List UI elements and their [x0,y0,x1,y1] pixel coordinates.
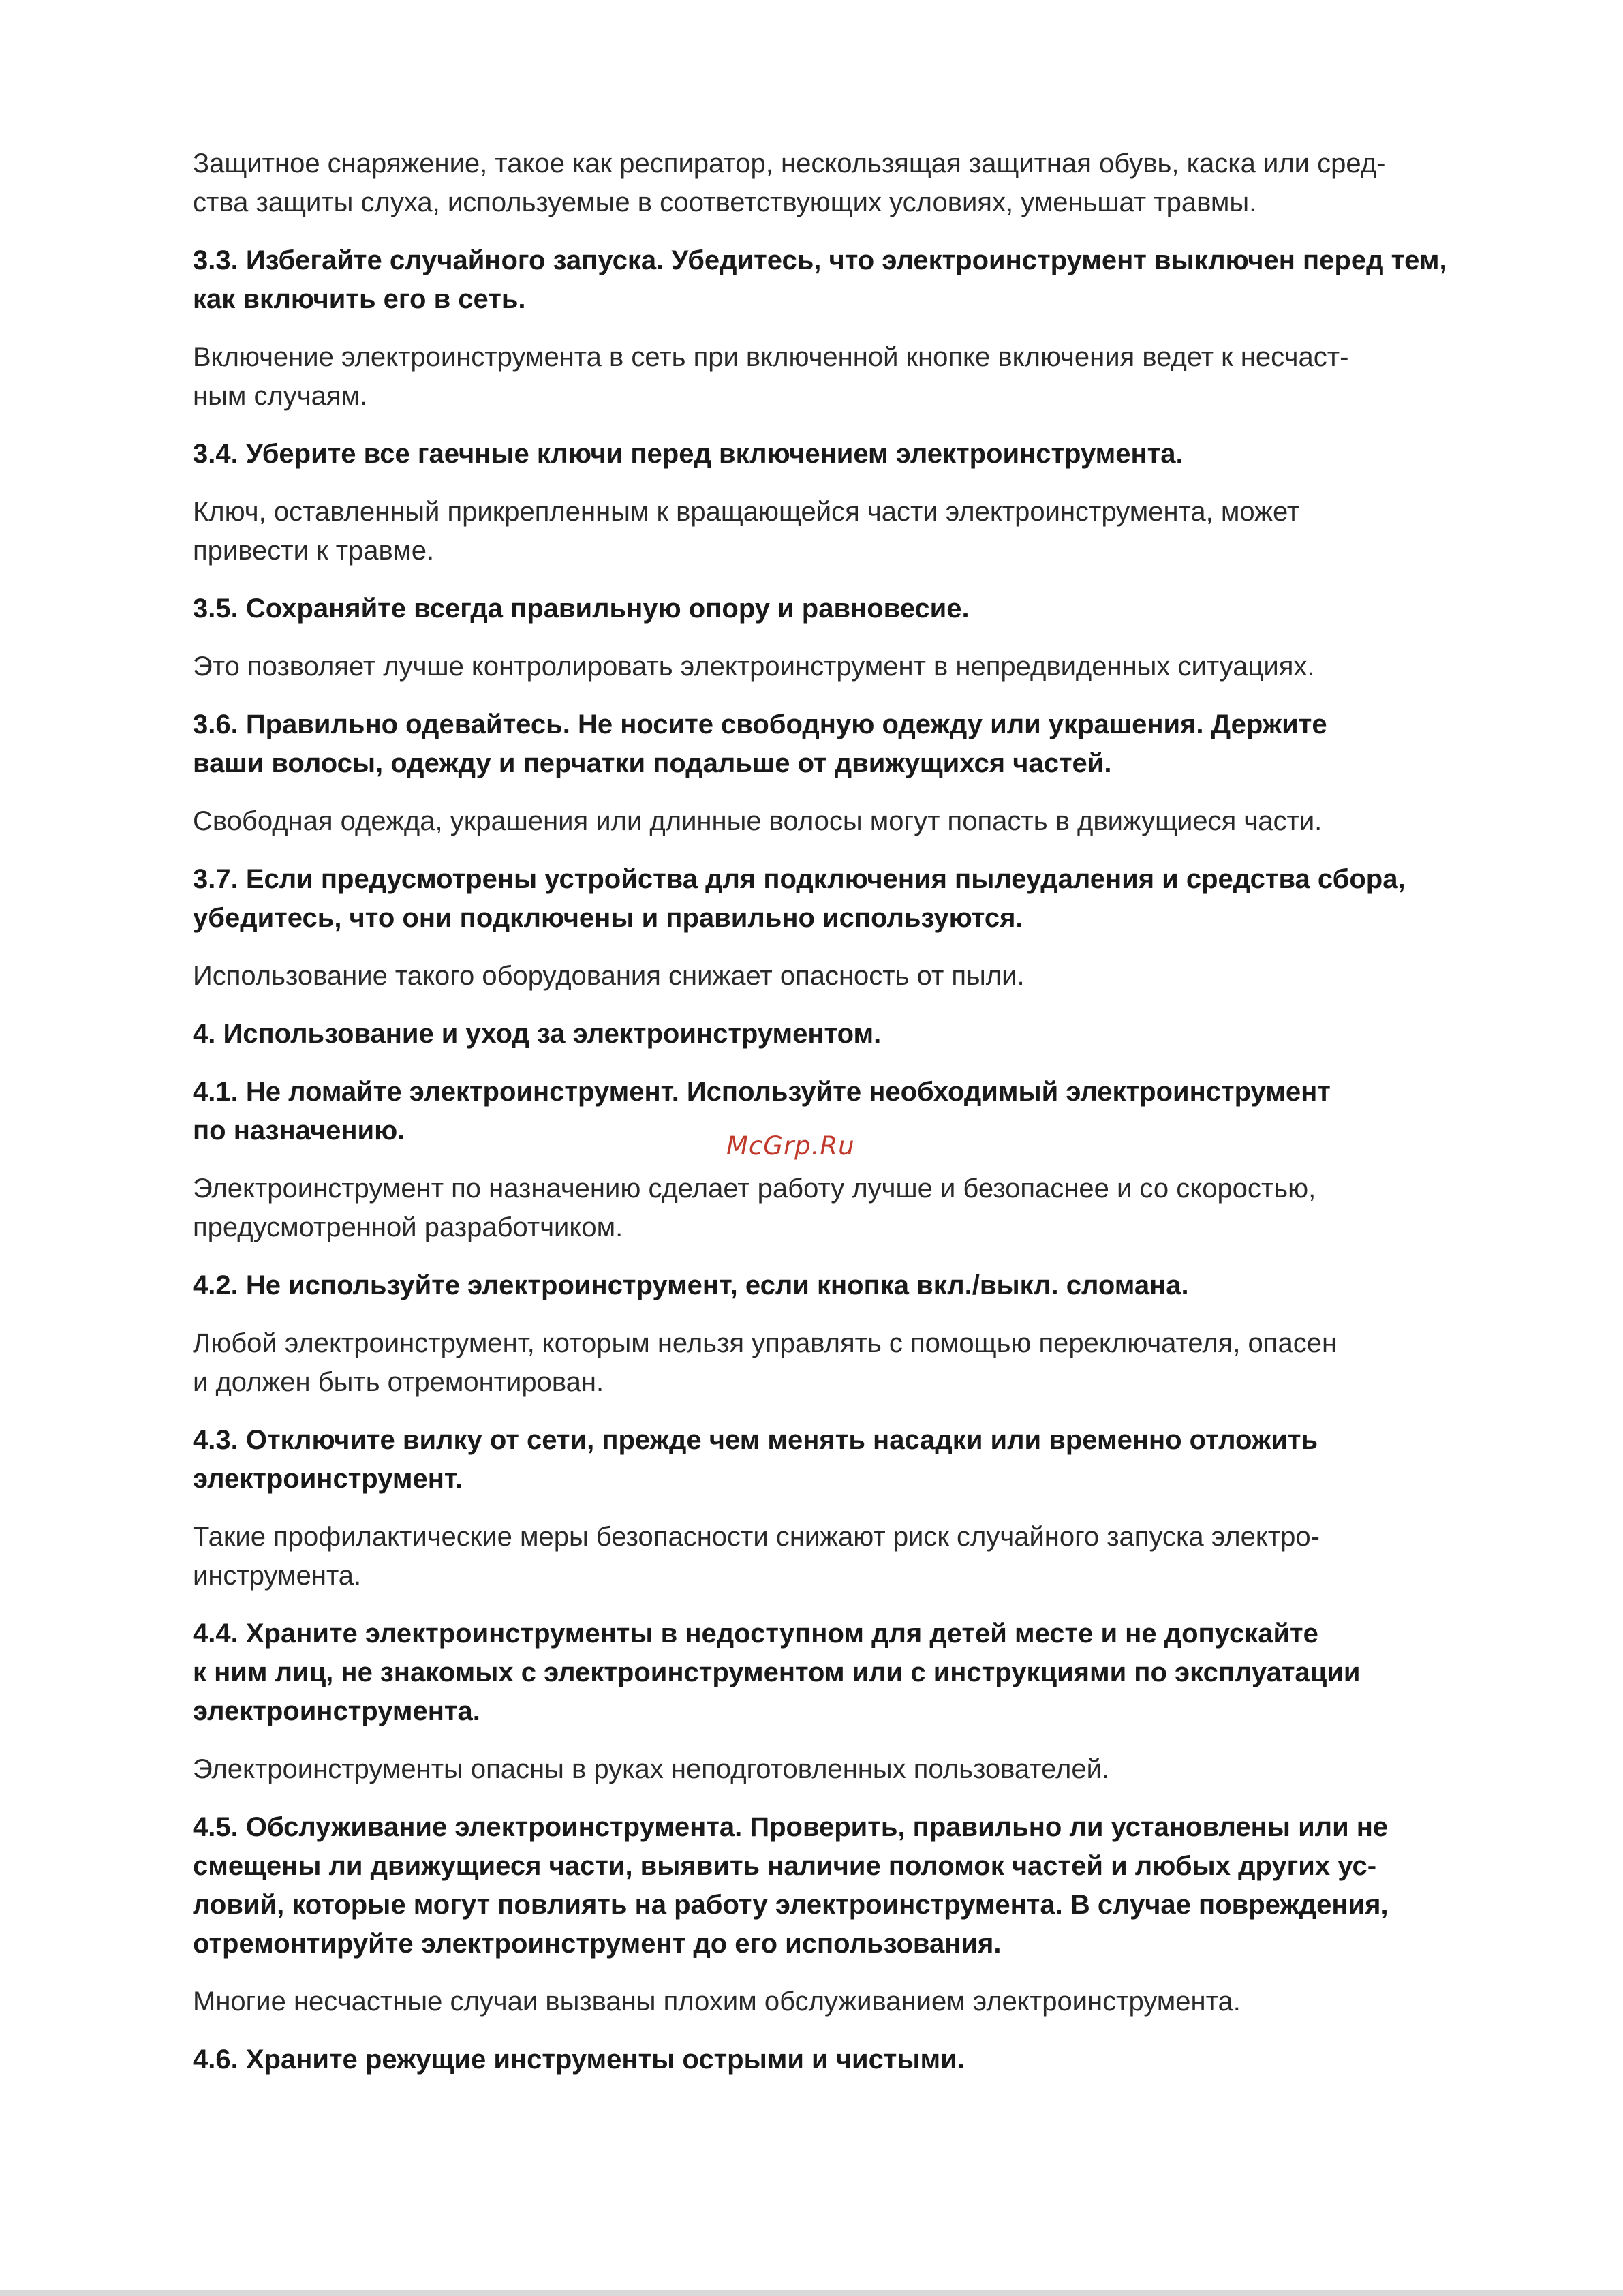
text-line: Свободная одежда, украшения или длинные волосы могут попасть в движущиеся части. [193,806,1323,836]
section-heading [193,705,1474,783]
section-heading [193,1421,1474,1499]
section-heading [193,2040,1474,2079]
section-heading [193,1614,1474,1731]
text-line: Электроинструмент по назначению сделает работу лучше и безопаснее и со скоростью, [193,1174,1316,1204]
text-line: 3.6. Правильно одевайтесь. Не носите свободную одежду или украшения. Держите [193,709,1327,739]
text-line: убедитесь, что они подключены и правильно используются. [193,903,1023,933]
text-line: 4.1. Не ломайте электроинструмент. Используйте необходимый электроинструмент [193,1077,1331,1107]
paragraph [193,338,1474,416]
text-line: электроинструмента. [193,1696,480,1726]
text-line: 3.7. Если предусмотрены устройства для подключения пылеудаления и средства сбора, [193,864,1406,894]
text-line: 3.3. Избегайте случайного запуска. Убедитесь, что электроинструмент выключен перед тем, [193,245,1447,275]
text-line: Любой электроинструмент, которым нельзя управлять с помощью переключателя, опасен [193,1328,1338,1358]
text-line: по назначению. [193,1116,405,1146]
text-line: Электроинструменты опасны в руках неподготовленных пользователей. [193,1754,1110,1784]
text-line: к ним лиц, не знакомых с электроинструментом или с инструкциями по эксплуатации [193,1657,1361,1687]
paragraph [193,1324,1474,1402]
section-heading [193,860,1474,938]
text-line: 4.4. Храните электроинструменты в недоступном для детей месте и не допускайте [193,1619,1318,1649]
text-line: отремонтируйте электроинструмент до его использования. [193,1929,1002,1959]
paragraph [193,957,1474,996]
text-line: смещены ли движущиеся части, выявить наличие поломок частей и любых других ус- [193,1851,1377,1881]
text-line: Ключ, оставленный прикрепленным к вращающейся части электроинструмента, может [193,497,1300,527]
section-heading [193,1808,1474,1963]
text-line: электроинструмент. [193,1464,463,1494]
paragraph [193,1169,1474,1247]
paragraph [193,1518,1474,1595]
text-line: Это позволяет лучше контролировать электроинструмент в непредвиденных ситуациях. [193,652,1315,682]
text-line: ваши волосы, одежду и перчатки подальше от движущихся частей. [193,748,1112,778]
text-line: 3.4. Уберите все гаечные ключи перед включением электроинструмента. [193,439,1184,469]
page-bottom-edge [0,2290,1623,2296]
text-line: инструмента. [193,1561,362,1591]
paragraph [193,1750,1474,1789]
text-line: ства защиты слуха, используемые в соответствующих условиях, уменьшат травмы. [193,187,1257,217]
paragraph [193,144,1474,222]
text-line: Многие несчастные случаи вызваны плохим обслуживанием электроинструмента. [193,1987,1241,2017]
text-line: 4.3. Отключите вилку от сети, прежде чем менять насадки или временно отложить [193,1425,1318,1455]
text-line: предусмотренной разработчиком. [193,1212,623,1242]
paragraph [193,647,1474,686]
text-line: ловий, которые могут повлиять на работу электроинструмента. В случае повреждения, [193,1890,1389,1920]
text-line: Такие профилактические меры безопасности снижают риск случайного запуска электро- [193,1522,1320,1552]
text-line: ным случаям. [193,381,368,411]
section-heading [193,1266,1474,1305]
text-line: 4. Использование и уход за электроинструментом. [193,1019,882,1049]
paragraph [193,1983,1474,2021]
text-line: 4.6. Храните режущие инструменты острыми и чистыми. [193,2045,965,2075]
section-heading [193,1015,1474,1054]
text-line: Включение электроинструмента в сеть при включенной кнопке включения ведет к несчаст- [193,342,1349,372]
text-line: как включить его в сеть. [193,284,526,314]
document-body [193,144,1474,2098]
section-heading [193,590,1474,628]
section-heading [193,241,1474,319]
text-line: 4.2. Не используйте электроинструмент, если кнопка вкл./выкл. сломана. [193,1270,1189,1300]
watermark: McGrp.Ru [726,1131,855,1161]
text-line: Использование такого оборудования снижает опасность от пыли. [193,961,1025,991]
paragraph [193,493,1474,570]
paragraph [193,802,1474,841]
text-line: 4.5. Обслуживание электроинструмента. Проверить, правильно ли установлены или не [193,1812,1389,1842]
text-line: привести к травме. [193,536,435,566]
section-heading [193,435,1474,474]
text-line: Защитное снаряжение, такое как респиратор, нескользящая защитная обувь, каска или сред- [193,149,1386,179]
text-line: 3.5. Сохраняйте всегда правильную опору и равновесие. [193,594,970,624]
text-line: и должен быть отремонтирован. [193,1367,604,1397]
